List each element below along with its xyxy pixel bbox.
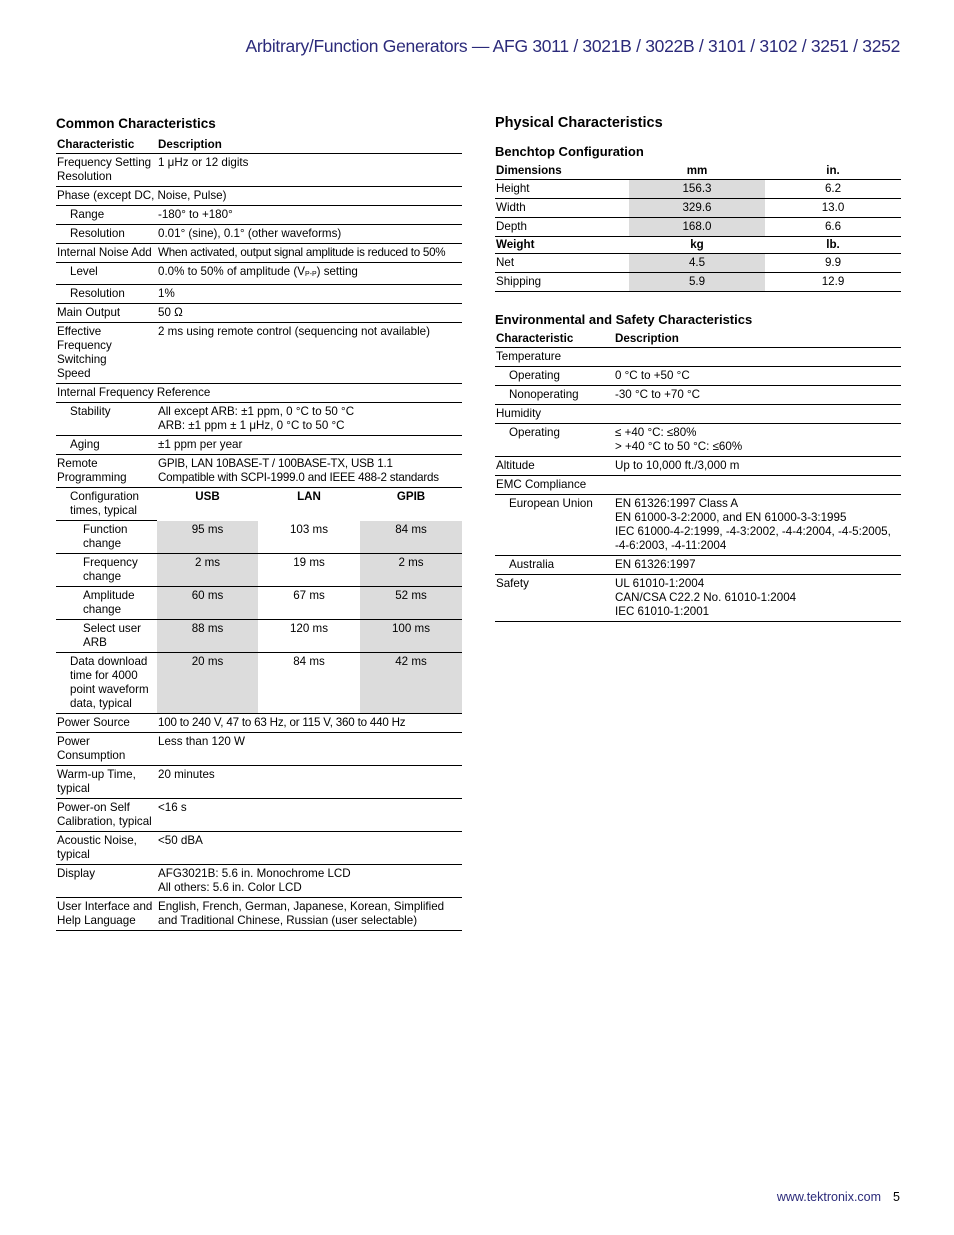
- col-header-dimensions: Dimensions: [495, 163, 629, 180]
- row-value: 0 °C to +50 °C: [614, 367, 901, 386]
- row-label: European Union: [495, 495, 614, 556]
- row-label: Power Source: [56, 714, 157, 733]
- in-value: 13.0: [765, 199, 901, 218]
- row-label: Range: [56, 206, 157, 225]
- col-header-mm: mm: [629, 163, 765, 180]
- table-row: [56, 384, 462, 403]
- col-header-weight: Weight: [495, 237, 629, 254]
- usb-value: 20 ms: [157, 653, 258, 714]
- safety-line-3: IEC 61010-1:2001: [615, 605, 710, 618]
- row-label: Level: [56, 263, 157, 285]
- table-row: [495, 273, 901, 292]
- row-value: [157, 263, 462, 285]
- col-header-lan: LAN: [258, 488, 360, 521]
- stability-line-1: All except ARB: ±1 ppm, 0 °C to 50 °C: [158, 405, 355, 418]
- row-label: Depth: [495, 218, 629, 237]
- row-value: ±1 ppm per year: [157, 436, 462, 455]
- table-row: [56, 898, 462, 931]
- row-label: Stability: [56, 403, 157, 436]
- usb-value: 88 ms: [157, 620, 258, 653]
- col-header-kg: kg: [629, 237, 765, 254]
- row-label: Power-on Self Calibration, typical: [56, 799, 157, 832]
- table-row: [56, 206, 462, 225]
- row-label: Phase (except DC, Noise, Pulse): [56, 187, 462, 206]
- usb-value: 95 ms: [157, 521, 258, 554]
- noise-level-text: 0.0% to 50% of amplitude (V: [158, 265, 305, 278]
- row-label: Warm-up Time, typical: [56, 766, 157, 799]
- display-line-2: All others: 5.6 in. Color LCD: [158, 881, 302, 894]
- table-row: [495, 218, 901, 237]
- table-row: [56, 187, 462, 206]
- display-line-1: AFG3021B: 5.6 in. Monochrome LCD: [158, 867, 351, 880]
- config-times-header-row: [56, 488, 462, 521]
- eu-line-2: EN 61000-3-2:2000, and EN 61000-3-3:1995: [615, 511, 847, 524]
- humidity-line-1: ≤ +40 °C: ≤80%: [615, 426, 697, 439]
- row-label: Acoustic Noise, typical: [56, 832, 157, 865]
- row-value: EN 61326:1997: [614, 556, 901, 575]
- gpib-value: 42 ms: [360, 653, 462, 714]
- physical-characteristics-title: Physical Characteristics: [495, 115, 663, 131]
- row-value: -180° to +180°: [157, 206, 462, 225]
- mm-value: 329.6: [629, 199, 765, 218]
- table-row: [495, 476, 901, 495]
- environmental-safety-table: [495, 331, 901, 622]
- usb-value: 2 ms: [157, 554, 258, 587]
- lan-value: 84 ms: [258, 653, 360, 714]
- gpib-value: 2 ms: [360, 554, 462, 587]
- row-label: Resolution: [56, 285, 157, 304]
- kg-value: 4.5: [629, 254, 765, 273]
- row-value: Up to 10,000 ft./3,000 m: [614, 457, 901, 476]
- humidity-line-2: > +40 °C to 50 °C: ≤60%: [615, 440, 743, 453]
- row-value: 1 μHz or 12 digits: [157, 154, 462, 187]
- table-row: [56, 323, 462, 384]
- table-row: [56, 714, 462, 733]
- row-label: Shipping: [495, 273, 629, 292]
- row-value: [614, 575, 901, 622]
- table-row: [495, 386, 901, 405]
- row-value: -30 °C to +70 °C: [614, 386, 901, 405]
- table-row: [56, 263, 462, 285]
- eu-line-3: IEC 61000-4-2:1999, -4-3:2002, -4-4:2004, -4-5:2005, -4-6:2003, -4-11:2004: [615, 525, 891, 552]
- row-label: Display: [56, 865, 157, 898]
- mm-value: 156.3: [629, 180, 765, 199]
- row-label: Effective Frequency Switching Speed: [56, 323, 157, 384]
- table-row: [56, 455, 462, 488]
- row-label: User Interface and Help Language: [56, 898, 157, 931]
- table-row: [56, 154, 462, 187]
- physical-characteristics-section: [495, 115, 901, 622]
- row-value: [157, 865, 462, 898]
- row-label: Aging: [56, 436, 157, 455]
- row-label: Nonoperating: [495, 386, 614, 405]
- row-label: Altitude: [495, 457, 614, 476]
- table-row: [495, 405, 901, 424]
- col-header-characteristic: Characteristic: [56, 137, 157, 154]
- row-value: 50 Ω: [157, 304, 462, 323]
- stability-line-2: ARB: ±1 ppm ± 1 μHz, 0 °C to 50 °C: [158, 419, 345, 432]
- table-row: [495, 348, 901, 367]
- row-value: 0.01° (sine), 0.1° (other waveforms): [157, 225, 462, 244]
- row-label: Frequency change: [56, 554, 157, 587]
- table-header-row: [56, 137, 462, 154]
- col-header-usb: USB: [157, 488, 258, 521]
- physical-dimensions-table: [495, 163, 901, 292]
- common-characteristics-table: [56, 137, 462, 931]
- row-label: EMC Compliance: [495, 476, 901, 495]
- row-label: Net: [495, 254, 629, 273]
- table-row: [495, 180, 901, 199]
- row-label: Internal Frequency Reference: [56, 384, 462, 403]
- row-value: When activated, output signal amplitude is reduced to 50%: [157, 244, 462, 263]
- lan-value: 120 ms: [258, 620, 360, 653]
- row-label: Main Output: [56, 304, 157, 323]
- row-label: Operating: [495, 424, 614, 457]
- vpp-subscript: P-P: [304, 271, 317, 278]
- row-label: Select user ARB: [56, 620, 157, 653]
- table-row: [495, 254, 901, 273]
- table-row: [56, 244, 462, 263]
- row-value: 2 ms using remote control (sequencing not available): [157, 323, 462, 384]
- page-number: 5: [893, 1190, 900, 1204]
- table-row: [495, 424, 901, 457]
- lan-value: 67 ms: [258, 587, 360, 620]
- table-row: [56, 766, 462, 799]
- row-value: [157, 403, 462, 436]
- lan-value: 19 ms: [258, 554, 360, 587]
- weight-header-row: [495, 237, 901, 254]
- row-value: [614, 495, 901, 556]
- table-row: [495, 199, 901, 218]
- table-row: [56, 403, 462, 436]
- in-value: 6.2: [765, 180, 901, 199]
- table-row: [56, 521, 462, 554]
- gpib-value: 52 ms: [360, 587, 462, 620]
- row-label: Temperature: [495, 348, 901, 367]
- in-value: 6.6: [765, 218, 901, 237]
- table-row: [495, 457, 901, 476]
- row-value: 20 minutes: [157, 766, 462, 799]
- page-footer: [777, 1190, 900, 1204]
- table-row: [56, 620, 462, 653]
- row-value: 100 to 240 V, 47 to 63 Hz, or 115 V, 360 to 440 Hz: [157, 714, 462, 733]
- col-header-characteristic: Characteristic: [495, 331, 614, 348]
- row-label: Internal Noise Add: [56, 244, 157, 263]
- noise-level-text-end: ) setting: [316, 265, 358, 278]
- table-row: [56, 832, 462, 865]
- row-label: Remote Programming: [57, 457, 127, 484]
- table-row: [495, 575, 901, 622]
- row-label: Function change: [56, 521, 157, 554]
- gpib-value: 84 ms: [360, 521, 462, 554]
- row-label: Frequency Setting Resolution: [56, 154, 157, 187]
- common-characteristics-section: [56, 116, 462, 931]
- mm-value: 168.0: [629, 218, 765, 237]
- lan-value: 103 ms: [258, 521, 360, 554]
- lb-value: 12.9: [765, 273, 901, 292]
- table-row: [495, 495, 901, 556]
- footer-url-link[interactable]: www.tektronix.com: [776, 1190, 882, 1204]
- safety-line-1: UL 61010-1:2004: [615, 577, 705, 590]
- table-row: [495, 556, 901, 575]
- row-value: Less than 120 W: [157, 733, 462, 766]
- table-row: [56, 653, 462, 714]
- table-row: [56, 733, 462, 766]
- table-header-row: [495, 331, 901, 348]
- row-label: Data download time for 4000 point waveform data, typical: [56, 653, 157, 714]
- row-label: Power Consumption: [56, 733, 157, 766]
- gpib-value: 100 ms: [360, 620, 462, 653]
- row-value: 1%: [157, 285, 462, 304]
- col-header-in: in.: [765, 163, 901, 180]
- row-value: <50 dBA: [157, 832, 462, 865]
- page-header-title: Arbitrary/Function Generators — AFG 3011 / 3021B / 3022B / 3101 / 3102 / 3251 / 3252: [245, 36, 900, 56]
- row-value: [157, 455, 462, 488]
- table-header-row: [495, 163, 901, 180]
- row-label: Resolution: [56, 225, 157, 244]
- row-value: <16 s: [157, 799, 462, 832]
- col-header-lb: lb.: [765, 237, 901, 254]
- row-label: Operating: [495, 367, 614, 386]
- table-row: [56, 436, 462, 455]
- row-label: Safety: [495, 575, 614, 622]
- usb-value: 60 ms: [157, 587, 258, 620]
- eu-line-1: EN 61326:1997 Class A: [615, 497, 739, 510]
- col-header-gpib: GPIB: [360, 488, 462, 521]
- table-row: [495, 367, 901, 386]
- table-row: [56, 865, 462, 898]
- benchtop-configuration-title: Benchtop Configuration: [495, 144, 644, 159]
- row-label: Humidity: [495, 405, 901, 424]
- col-header-description: Description: [614, 331, 901, 348]
- safety-line-2: CAN/CSA C22.2 No. 61010-1:2004: [615, 591, 797, 604]
- row-label: Australia: [495, 556, 614, 575]
- environmental-safety-title: Environmental and Safety Characteristics: [495, 312, 753, 327]
- row-label: Height: [495, 180, 629, 199]
- common-characteristics-title: Common Characteristics: [56, 116, 216, 131]
- table-row: [56, 799, 462, 832]
- table-row: [56, 587, 462, 620]
- table-row: [56, 225, 462, 244]
- kg-value: 5.9: [629, 273, 765, 292]
- table-row: [56, 285, 462, 304]
- remote-line-2: Compatible with SCPI-1999.0 and IEEE 488-2 standards: [158, 471, 439, 484]
- row-value: [614, 424, 901, 457]
- row-label: Amplitude change: [56, 587, 157, 620]
- table-row: [56, 304, 462, 323]
- row-label: Configuration times, typical: [56, 488, 157, 521]
- lb-value: 9.9: [765, 254, 901, 273]
- col-header-description: Description: [157, 137, 462, 154]
- row-value: English, French, German, Japanese, Korean, Simplified and Traditional Chinese, Russian (user selectable): [157, 898, 462, 931]
- table-row: [56, 554, 462, 587]
- row-label: Width: [495, 199, 629, 218]
- remote-line-1: GPIB, LAN 10BASE-T / 100BASE-TX, USB 1.1: [158, 457, 393, 470]
